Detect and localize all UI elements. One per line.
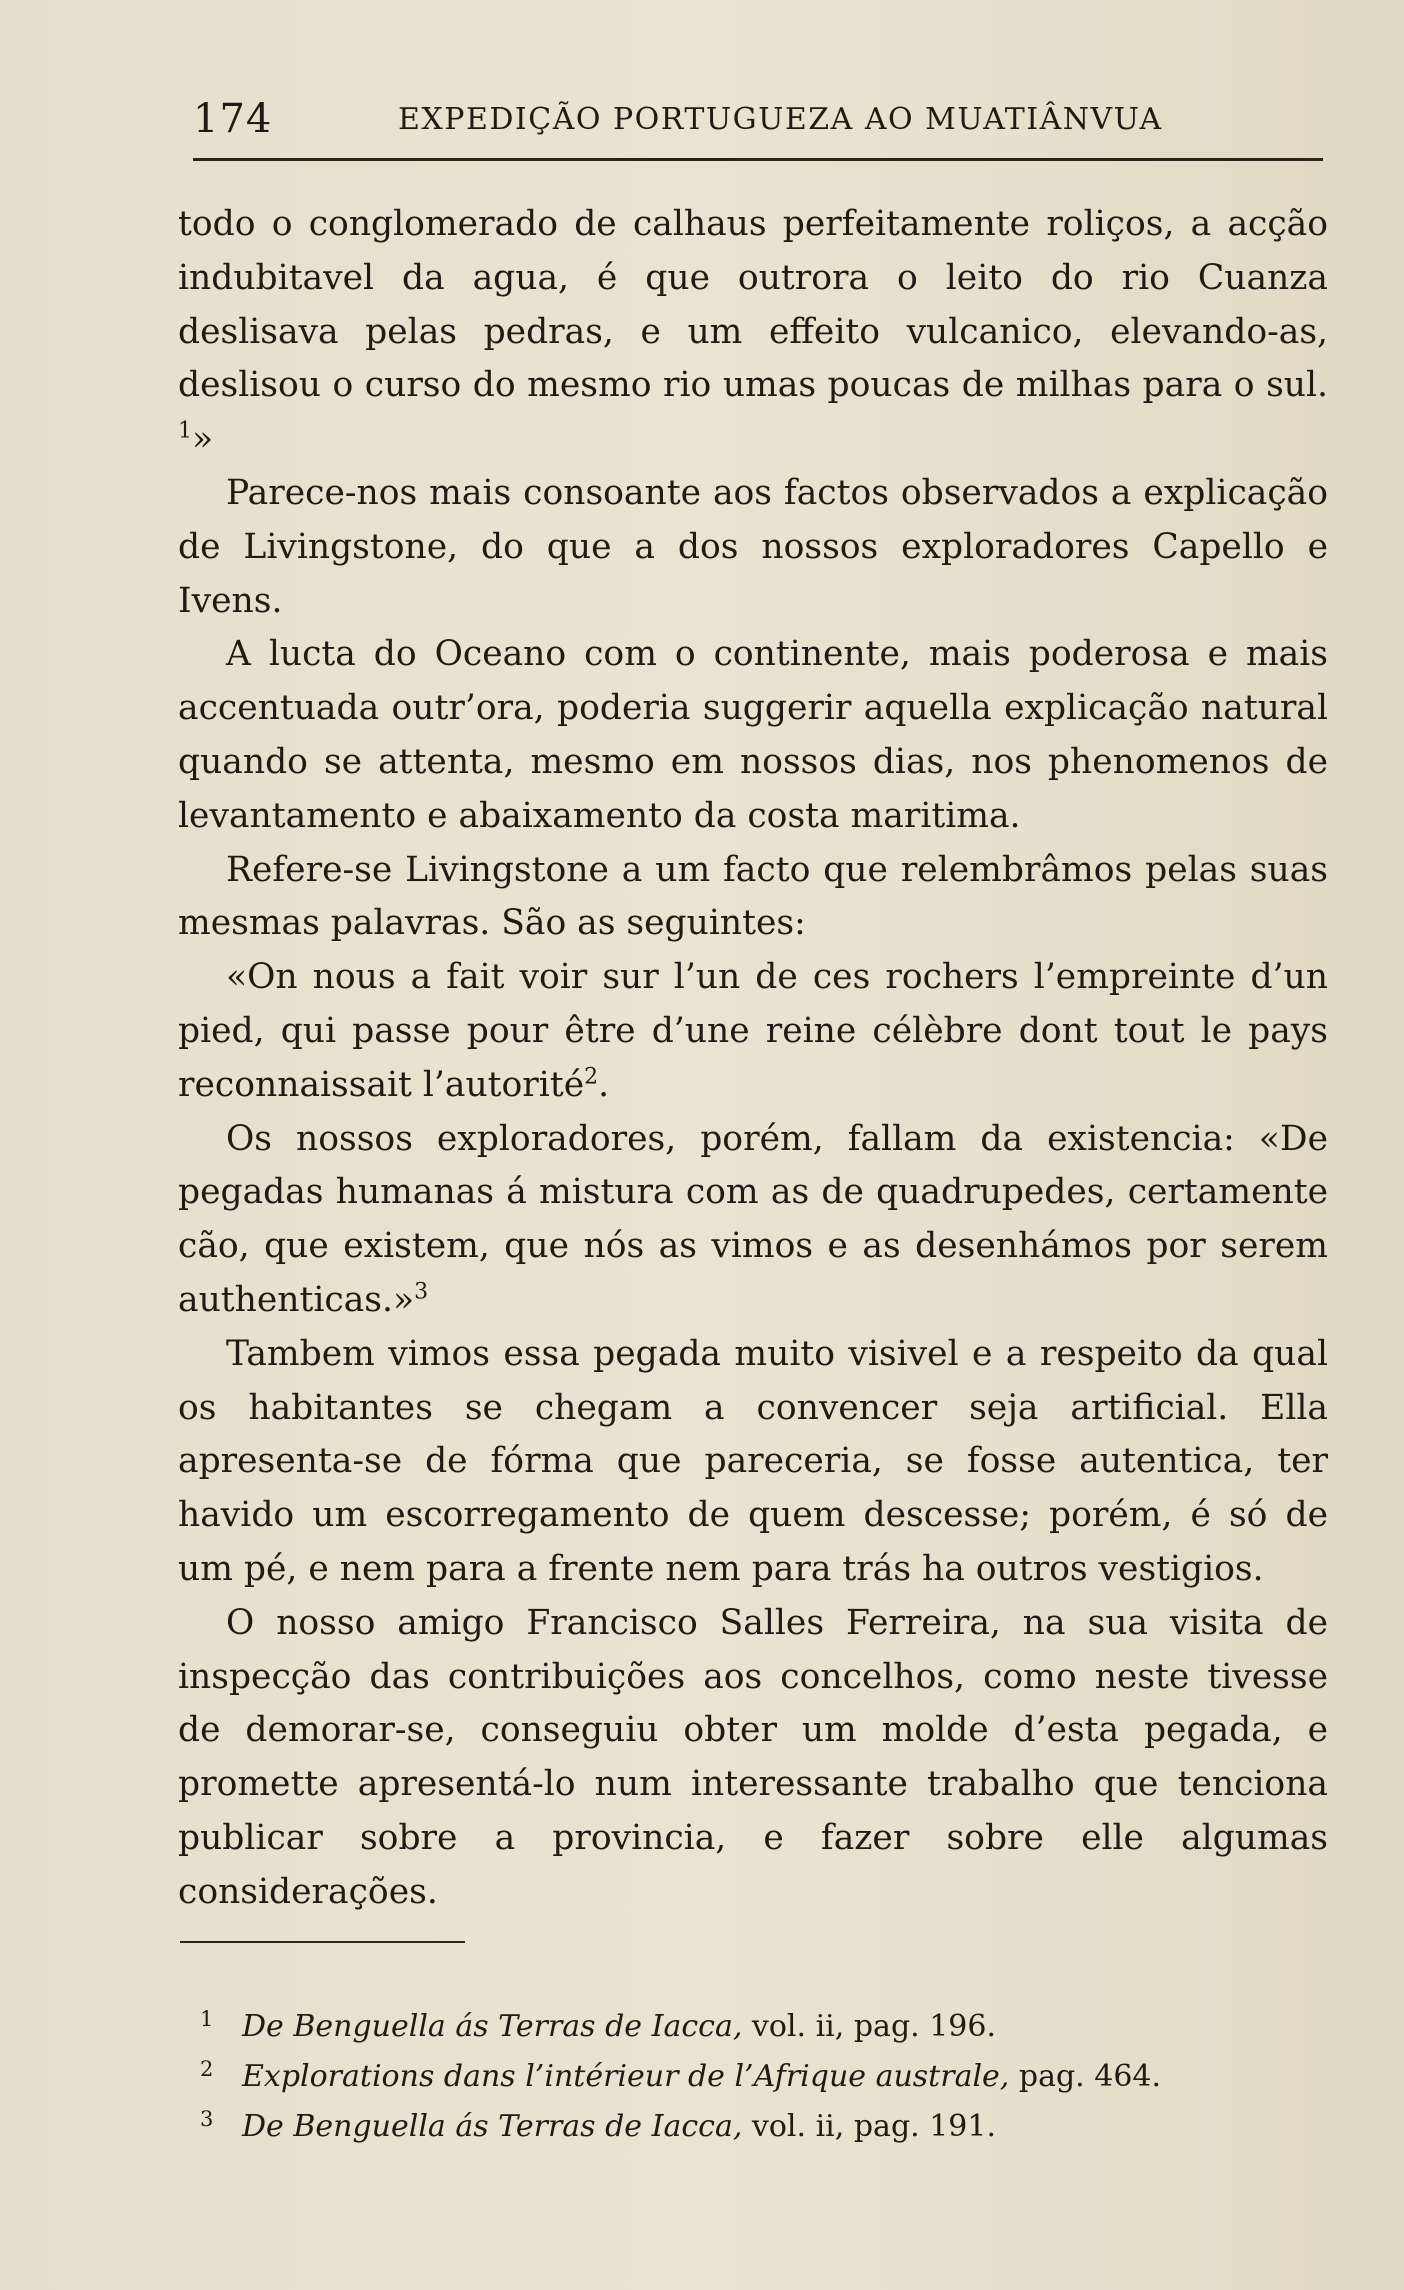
paragraph: Parece-nos mais consoante aos factos observados a explicação de Livingstone, do que a dos nossos exploradores Capello e Ivens. (178, 472, 1328, 621)
footnote-ref: 1 (178, 418, 192, 444)
paragraph-text: todo o conglomerado de calhaus perfeitamente roliços, a acção indubitavel da agua, é que outrora o leito do rio Cuanza deslisava pelas pedras, e um effeito vulcanico, elevando-as, deslisou o curso do mesmo rio umas poucas de milhas para o sul. (178, 204, 1328, 406)
body-text (178, 198, 1328, 1920)
closing-quote: » (192, 419, 214, 460)
page-header (193, 92, 1323, 148)
paragraph (178, 198, 1328, 467)
footnote (200, 2048, 1300, 2098)
footnote-title: De Benguella ás Terras de Iacca, (242, 2109, 743, 2144)
footnote (200, 1998, 1300, 2048)
footnote-ref: 3 (414, 1279, 429, 1305)
page-number: 174 (193, 96, 273, 142)
paragraph: Tambem vimos essa pegada muito visivel e a respeito da qual os habitantes se chegam a convencer seja artificial. Ella apresenta-se de fórma que pareceria, se fosse autentica, ter havido um escorregamento de quem descesse; porém, é só de um pé, e nem para a frente nem para trás ha outros vestigios. (178, 1333, 1328, 1589)
paragraph-text: «On nous a fait voir sur l’un de ces rochers l’empreinte d’un pied, qui passe pour être d’une reine célèbre dont tout le pays reconnaissait l’autorité (178, 957, 1328, 1105)
header-rule (193, 158, 1323, 161)
footnote-reference: vol. ii, pag. 196. (742, 2009, 997, 2044)
paragraph-text: Os nossos exploradores, porém, fallam da existencia: «De pegadas humanas á mistura com as de quadrupedes, certamente cão, que existem, que nós as vimos e as desenhámos por serem authenticas.» (178, 1118, 1328, 1320)
footnote-title: De Benguella ás Terras de Iacca, (242, 2009, 743, 2044)
footnote-reference: vol. ii, pag. 191. (742, 2109, 997, 2144)
paragraph: Refere-se Livingstone a um facto que relembrâmos pelas suas mesmas palavras. São as seguintes: (178, 849, 1328, 944)
paragraph-end: . (598, 1064, 610, 1105)
paragraph: O nosso amigo Francisco Salles Ferreira, na sua visita de inspecção das contribuições aos concelhos, como neste tivesse de demorar-se, conseguiu obter um molde d’esta pegada, e promette apresentá-lo num interessante trabalho que tenciona publicar sobre a provincia, e fazer sobre elle algumas considerações. (178, 1602, 1328, 1912)
footnote-mark: 2 (200, 2057, 214, 2081)
footnote-mark: 3 (200, 2107, 214, 2131)
footnote-title: Explorations dans l’intérieur de l’Afrique australe, (242, 2059, 1010, 2094)
running-title: EXPEDIÇÃO PORTUGUEZA AO MUATIÂNVUA (398, 102, 1163, 137)
paragraph (178, 951, 1328, 1112)
footnote-ref: 2 (584, 1064, 599, 1090)
paragraph: A lucta do Oceano com o continente, mais poderosa e mais accentuada outr’ora, poderia suggerir aquella explicação natural quando se attenta, mesmo em nossos dias, nos phenomenos de levantamento e abaixamento da costa maritima. (178, 634, 1328, 836)
footnote (200, 2098, 1300, 2148)
footnote-reference: pag. 464. (1009, 2059, 1162, 2094)
footnote-mark: 1 (200, 2007, 214, 2031)
paragraph (178, 1113, 1328, 1328)
footnotes (200, 1998, 1300, 2148)
footnote-rule (180, 1941, 465, 1943)
